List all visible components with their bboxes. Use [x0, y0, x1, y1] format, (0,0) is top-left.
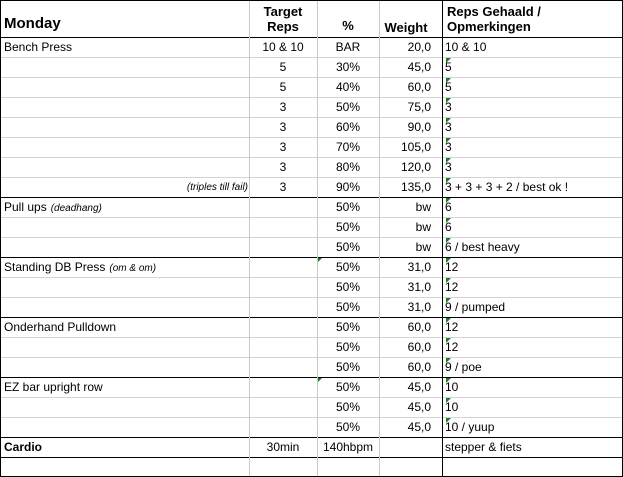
- target-reps-header-line1: Target: [263, 4, 303, 19]
- reps-gehaald-cell[interactable]: 6 / best heavy: [445, 240, 520, 254]
- exercise-cell[interactable]: [4, 278, 248, 297]
- exercise-cell[interactable]: [4, 298, 248, 317]
- header-row: [1, 1, 622, 38]
- weight-cell[interactable]: 45,0: [407, 400, 431, 414]
- weight-cell[interactable]: 31,0: [407, 300, 431, 314]
- weight-cell[interactable]: 45,0: [407, 380, 431, 394]
- weight-cell[interactable]: bw: [415, 220, 431, 234]
- reps-gehaald-cell[interactable]: 3: [445, 140, 452, 154]
- weight-cell[interactable]: 105,0: [400, 140, 431, 154]
- table-row: [1, 398, 622, 418]
- target-reps-cell[interactable]: 5: [279, 80, 287, 94]
- target-reps-cell[interactable]: 3: [279, 120, 287, 134]
- reps-gehaald-cell[interactable]: 5: [445, 80, 452, 94]
- percent-header: %: [342, 18, 354, 33]
- table-row: [1, 198, 622, 218]
- target-reps-cell[interactable]: 3: [279, 180, 287, 194]
- weight-cell[interactable]: 31,0: [407, 260, 431, 274]
- exercise-cell[interactable]: [4, 78, 248, 97]
- table-row: [1, 278, 622, 298]
- percent-cell[interactable]: 40%: [335, 80, 361, 94]
- weight-cell[interactable]: 135,0: [400, 180, 431, 194]
- reps-gehaald-cell[interactable]: 12: [445, 280, 459, 294]
- weight-cell[interactable]: 120,0: [400, 160, 431, 174]
- reps-gehaald-cell[interactable]: 3: [445, 100, 452, 114]
- target-reps-cell[interactable]: [249, 418, 317, 437]
- reps-gehaald-cell[interactable]: stepper & fiets: [445, 440, 522, 454]
- table-row: [1, 158, 622, 178]
- comment-marker-icon: [446, 198, 451, 203]
- comment-marker-icon: [446, 398, 451, 403]
- target-reps-cell[interactable]: [249, 318, 317, 337]
- comment-marker-icon: [446, 298, 451, 303]
- weight-cell[interactable]: 60,0: [407, 360, 431, 374]
- table-row: [1, 318, 622, 338]
- exercise-cell[interactable]: [4, 238, 248, 257]
- reps-gehaald-cell[interactable]: 10: [445, 380, 459, 394]
- day-title: Monday: [4, 15, 61, 32]
- exercise-note: (om & om): [109, 263, 157, 274]
- exercise-note: (deadhang): [50, 203, 102, 214]
- weight-cell[interactable]: 90,0: [407, 120, 431, 134]
- percent-cell[interactable]: BAR: [335, 40, 361, 54]
- target-reps-cell[interactable]: [249, 398, 317, 417]
- comment-marker-icon: [446, 78, 451, 83]
- reps-gehaald-cell[interactable]: 12: [445, 320, 459, 334]
- table-row: [1, 38, 622, 58]
- reps-gehaald-cell[interactable]: 9 / poe: [445, 360, 482, 374]
- target-reps-cell[interactable]: [249, 358, 317, 377]
- table-row: [1, 78, 622, 98]
- reps-gehaald-header-line2: Opmerkingen: [447, 19, 531, 34]
- weight-cell[interactable]: 60,0: [407, 80, 431, 94]
- reps-gehaald-cell[interactable]: 6: [445, 200, 452, 214]
- comment-marker-icon: [446, 118, 451, 123]
- reps-gehaald-cell[interactable]: 3 + 3 + 3 + 2 / best ok !: [445, 180, 569, 194]
- target-reps-cell[interactable]: 10 & 10: [262, 40, 304, 54]
- comment-marker-icon: [446, 138, 451, 143]
- target-reps-cell[interactable]: 30min: [266, 440, 300, 454]
- comment-marker-icon: [446, 98, 451, 103]
- table-row: [1, 138, 622, 158]
- column-divider: [379, 1, 380, 476]
- comment-marker-icon: [446, 358, 451, 363]
- weight-cell[interactable]: bw: [415, 240, 431, 254]
- percent-cell[interactable]: 50%: [335, 100, 361, 114]
- exercise-cell[interactable]: [4, 158, 248, 177]
- reps-gehaald-cell[interactable]: 10: [445, 400, 459, 414]
- reps-gehaald-cell[interactable]: 12: [445, 340, 459, 354]
- column-divider: [317, 1, 318, 476]
- percent-cell[interactable]: 70%: [335, 140, 361, 154]
- exercise-cell[interactable]: [4, 318, 248, 337]
- target-reps-cell[interactable]: [249, 278, 317, 297]
- weight-cell[interactable]: 31,0: [407, 280, 431, 294]
- comment-marker-icon: [446, 238, 451, 243]
- weight-cell[interactable]: bw: [415, 200, 431, 214]
- exercise-cell[interactable]: [4, 438, 248, 457]
- reps-gehaald-header-line1: Reps Gehaald /: [447, 4, 541, 19]
- exercise-name: Pull ups: [4, 200, 47, 214]
- percent-cell[interactable]: 50%: [335, 380, 361, 394]
- percent-cell[interactable]: 90%: [335, 180, 361, 194]
- percent-cell[interactable]: 50%: [335, 360, 361, 374]
- percent-cell[interactable]: 50%: [335, 260, 361, 274]
- weight-cell[interactable]: 60,0: [407, 320, 431, 334]
- exercise-cell[interactable]: [4, 378, 248, 397]
- percent-cell[interactable]: 50%: [335, 340, 361, 354]
- comment-marker-icon: [446, 258, 451, 263]
- reps-gehaald-cell[interactable]: 10 / yuup: [445, 420, 495, 434]
- reps-gehaald-cell[interactable]: 6: [445, 220, 452, 234]
- percent-cell[interactable]: 80%: [335, 160, 361, 174]
- target-reps-cell[interactable]: [249, 218, 317, 237]
- percent-cell[interactable]: 30%: [335, 60, 361, 74]
- percent-cell[interactable]: 50%: [335, 400, 361, 414]
- table-row: [1, 178, 622, 198]
- target-reps-cell[interactable]: [249, 338, 317, 357]
- comment-marker-icon: [446, 318, 451, 323]
- exercise-cell[interactable]: [4, 98, 248, 117]
- exercise-name: Cardio: [4, 440, 43, 454]
- target-reps-header-line2: Reps: [267, 19, 299, 34]
- table-row: [1, 118, 622, 138]
- table-row: [1, 338, 622, 358]
- comment-marker-icon: [446, 338, 451, 343]
- weight-cell[interactable]: 60,0: [407, 340, 431, 354]
- percent-cell[interactable]: 50%: [335, 420, 361, 434]
- exercise-name: Standing DB Press: [4, 260, 106, 274]
- reps-gehaald-header: [447, 4, 623, 34]
- reps-gehaald-cell[interactable]: 12: [445, 260, 459, 274]
- comment-marker-icon: [446, 178, 451, 183]
- side-note: (triples till fail): [186, 182, 248, 193]
- exercise-name: Onderhand Pulldown: [4, 320, 117, 334]
- reps-gehaald-cell[interactable]: 3: [445, 160, 452, 174]
- weight-cell[interactable]: 75,0: [407, 100, 431, 114]
- table-row: [1, 238, 622, 258]
- percent-cell[interactable]: 60%: [335, 120, 361, 134]
- table-row: [1, 418, 622, 438]
- percent-cell[interactable]: 50%: [335, 200, 361, 214]
- comment-marker-icon: [446, 218, 451, 223]
- table-row: [1, 358, 622, 378]
- target-reps-cell[interactable]: [249, 378, 317, 397]
- exercise-cell[interactable]: [4, 198, 248, 217]
- exercise-cell[interactable]: [4, 118, 248, 137]
- percent-cell[interactable]: 50%: [335, 280, 361, 294]
- table-row: [1, 58, 622, 78]
- target-reps-cell[interactable]: [249, 298, 317, 317]
- target-reps-header: [249, 4, 317, 34]
- reps-gehaald-cell[interactable]: 5: [445, 60, 452, 74]
- exercise-cell[interactable]: [4, 218, 248, 237]
- comment-marker-icon: [446, 58, 451, 63]
- target-reps-cell[interactable]: [249, 238, 317, 257]
- exercise-cell[interactable]: [4, 38, 248, 57]
- table-row: [1, 378, 622, 398]
- comment-marker-icon: [446, 278, 451, 283]
- weight-cell[interactable]: 45,0: [407, 60, 431, 74]
- column-divider: [249, 1, 250, 476]
- percent-cell[interactable]: 50%: [335, 320, 361, 334]
- reps-gehaald-cell[interactable]: 3: [445, 120, 452, 134]
- weight-cell[interactable]: [379, 438, 431, 457]
- comment-marker-icon: [446, 418, 451, 423]
- target-reps-cell[interactable]: 3: [279, 140, 287, 154]
- weight-cell[interactable]: 45,0: [407, 420, 431, 434]
- comment-marker-icon: [446, 378, 451, 383]
- weight-cell[interactable]: 20,0: [407, 40, 431, 54]
- target-reps-cell[interactable]: [249, 198, 317, 217]
- table-row: [1, 298, 622, 318]
- reps-gehaald-cell[interactable]: 10 & 10: [445, 40, 487, 54]
- column-divider-thick: [442, 1, 443, 476]
- exercise-name: Bench Press: [4, 40, 73, 54]
- exercise-cell[interactable]: [4, 338, 248, 357]
- target-reps-cell[interactable]: 5: [279, 60, 287, 74]
- exercise-name: EZ bar upright row: [4, 380, 103, 394]
- exercise-cell[interactable]: [4, 358, 248, 377]
- table-row: [1, 438, 622, 458]
- exercise-cell[interactable]: [4, 58, 248, 77]
- reps-gehaald-cell[interactable]: 9 / pumped: [445, 300, 506, 314]
- exercise-cell[interactable]: [4, 258, 248, 277]
- table-row: [1, 258, 622, 278]
- comment-marker-icon: [446, 158, 451, 163]
- exercise-cell[interactable]: [4, 418, 248, 437]
- percent-cell[interactable]: 50%: [335, 220, 361, 234]
- exercise-cell[interactable]: [4, 138, 248, 157]
- percent-cell[interactable]: 50%: [335, 300, 361, 314]
- table-row: [1, 98, 622, 118]
- target-reps-cell[interactable]: [249, 258, 317, 277]
- percent-cell[interactable]: 50%: [335, 240, 361, 254]
- weight-header: Weight: [384, 20, 428, 35]
- exercise-cell[interactable]: [4, 398, 248, 417]
- percent-cell[interactable]: 140hbpm: [322, 440, 374, 454]
- table-row: [1, 218, 622, 238]
- target-reps-cell[interactable]: 3: [279, 160, 287, 174]
- target-reps-cell[interactable]: 3: [279, 100, 287, 114]
